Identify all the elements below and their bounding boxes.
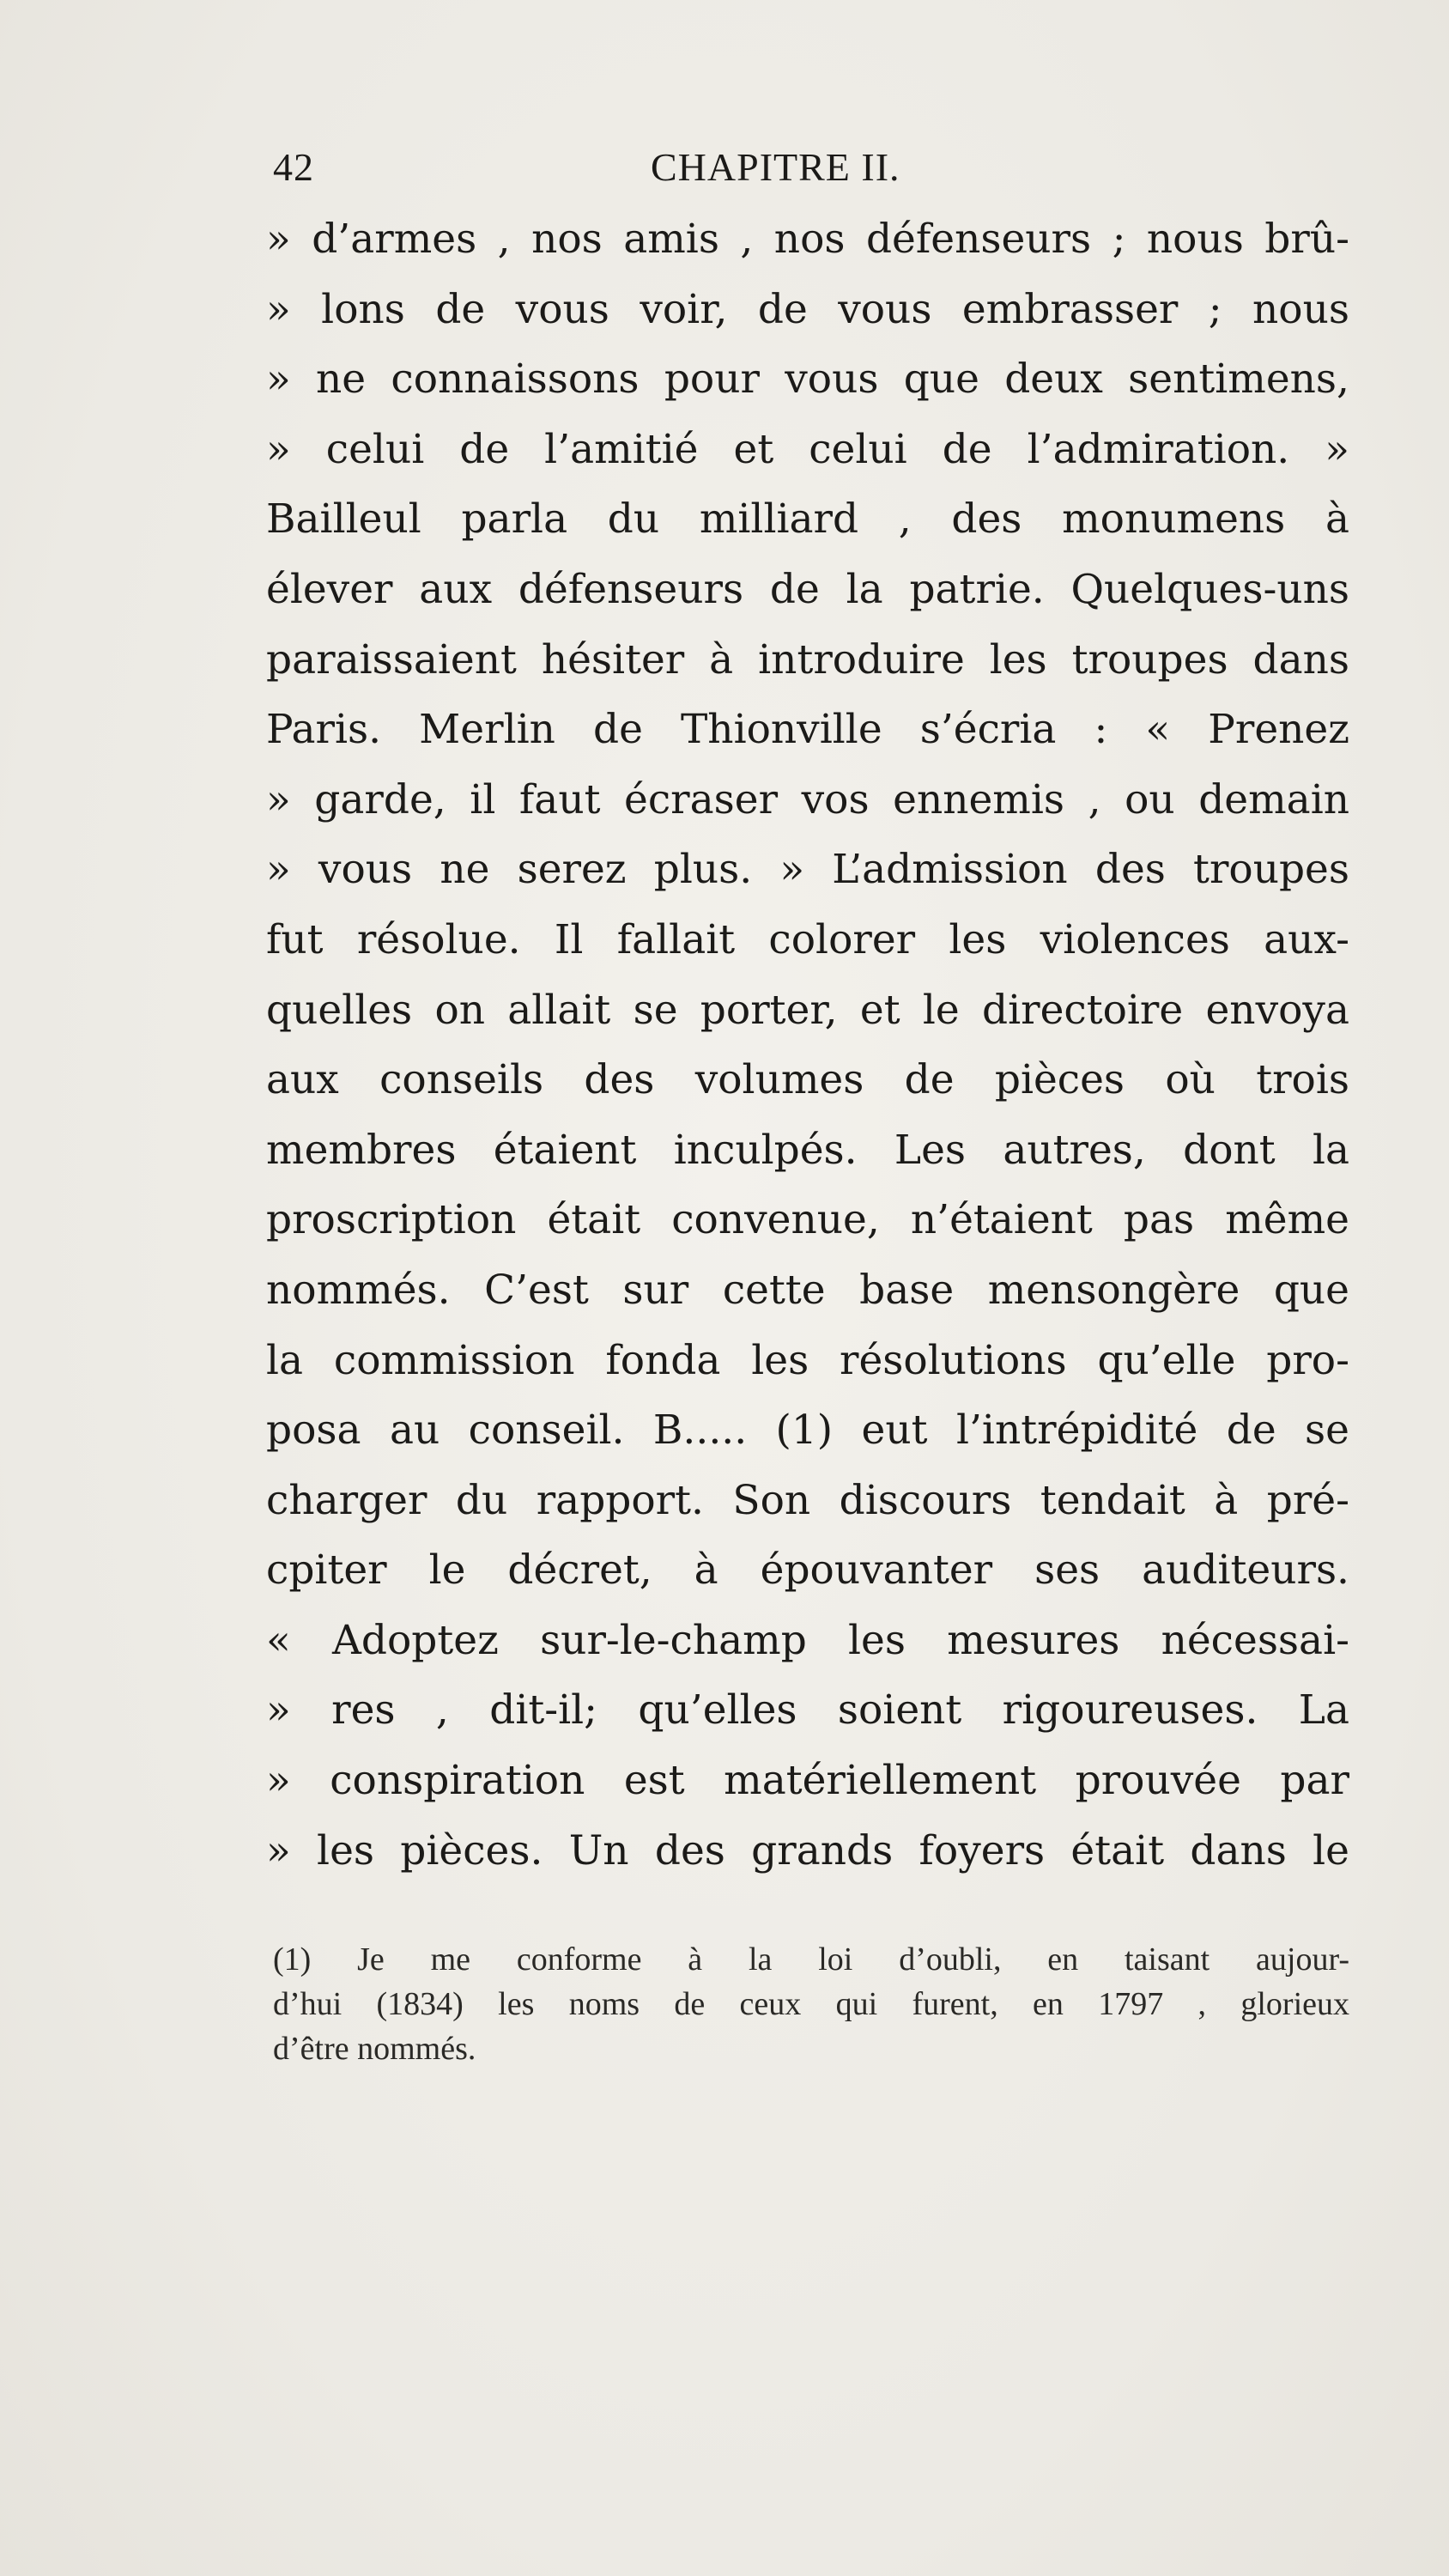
text-line: aux conseils des volumes de pièces où trois	[266, 1056, 1349, 1104]
text-line: » conspiration est matériellement prouvée par	[266, 1757, 1349, 1805]
text-line: Bailleul parla du milliard , des monumens à	[266, 495, 1349, 544]
text-line: » celui de l’amitié et celui de l’admiration. »	[266, 425, 1349, 473]
footnote-line: d’hui (1834) les noms de ceux qui furent, en 1797 , glorieux	[273, 1986, 1349, 2022]
page-header	[273, 144, 1356, 196]
footnote	[273, 1937, 1349, 2071]
text-line: » res , dit-il; qu’elles soient rigoureuses. La	[266, 1686, 1349, 1735]
text-line: élever aux défenseurs de la patrie. Quelques-uns	[266, 565, 1349, 613]
body-text	[266, 204, 1349, 1886]
text-line: nommés. C’est sur cette base mensongère que	[266, 1266, 1349, 1314]
text-line: paraissaient hésiter à introduire les troupes dans	[266, 635, 1349, 683]
text-line: » d’armes , nos amis , nos défenseurs ; nous brû-	[266, 216, 1349, 263]
text-line: » garde, il faut écraser vos ennemis , ou demain	[266, 775, 1349, 823]
text-line: « Adoptez sur-le-champ les mesures nécessai-	[266, 1616, 1349, 1664]
text-line: charger du rapport. Son discours tendait à pré-	[266, 1476, 1349, 1524]
text-line: quelles on allait se porter, et le directoire envoya	[266, 986, 1349, 1034]
text-line: » lons de vous voir, de vous embrasser ; nous	[266, 285, 1349, 333]
running-head: CHAPITRE II.	[651, 145, 900, 189]
page-number: 42	[273, 145, 314, 189]
text-line: » les pièces. Un des grands foyers était dans le	[266, 1826, 1349, 1874]
text-line: » vous ne serez plus. » L’admission des troupes	[266, 846, 1349, 894]
text-line: cpiter le décret, à épouvanter ses auditeurs.	[266, 1546, 1349, 1595]
text-line: fut résolue. Il fallait colorer les violences aux-	[266, 915, 1349, 963]
text-line: la commission fonda les résolutions qu’elle pro-	[266, 1336, 1349, 1384]
text-line: membres étaient inculpés. Les autres, dont la	[266, 1126, 1349, 1174]
footnote-line: (1) Je me conforme à la loi d’oubli, en taisant aujour-	[273, 1941, 1349, 1978]
footnote-line: d’être nommés.	[273, 2031, 476, 2067]
text-line: proscription était convenue, n’étaient pas même	[266, 1196, 1349, 1244]
text-line: posa au conseil. B..... (1) eut l’intrépidité de se	[266, 1406, 1349, 1455]
text-line: » ne connaissons pour vous que deux sentimens,	[266, 355, 1349, 404]
text-line: Paris. Merlin de Thionville s’écria : « Prenez	[266, 706, 1349, 754]
